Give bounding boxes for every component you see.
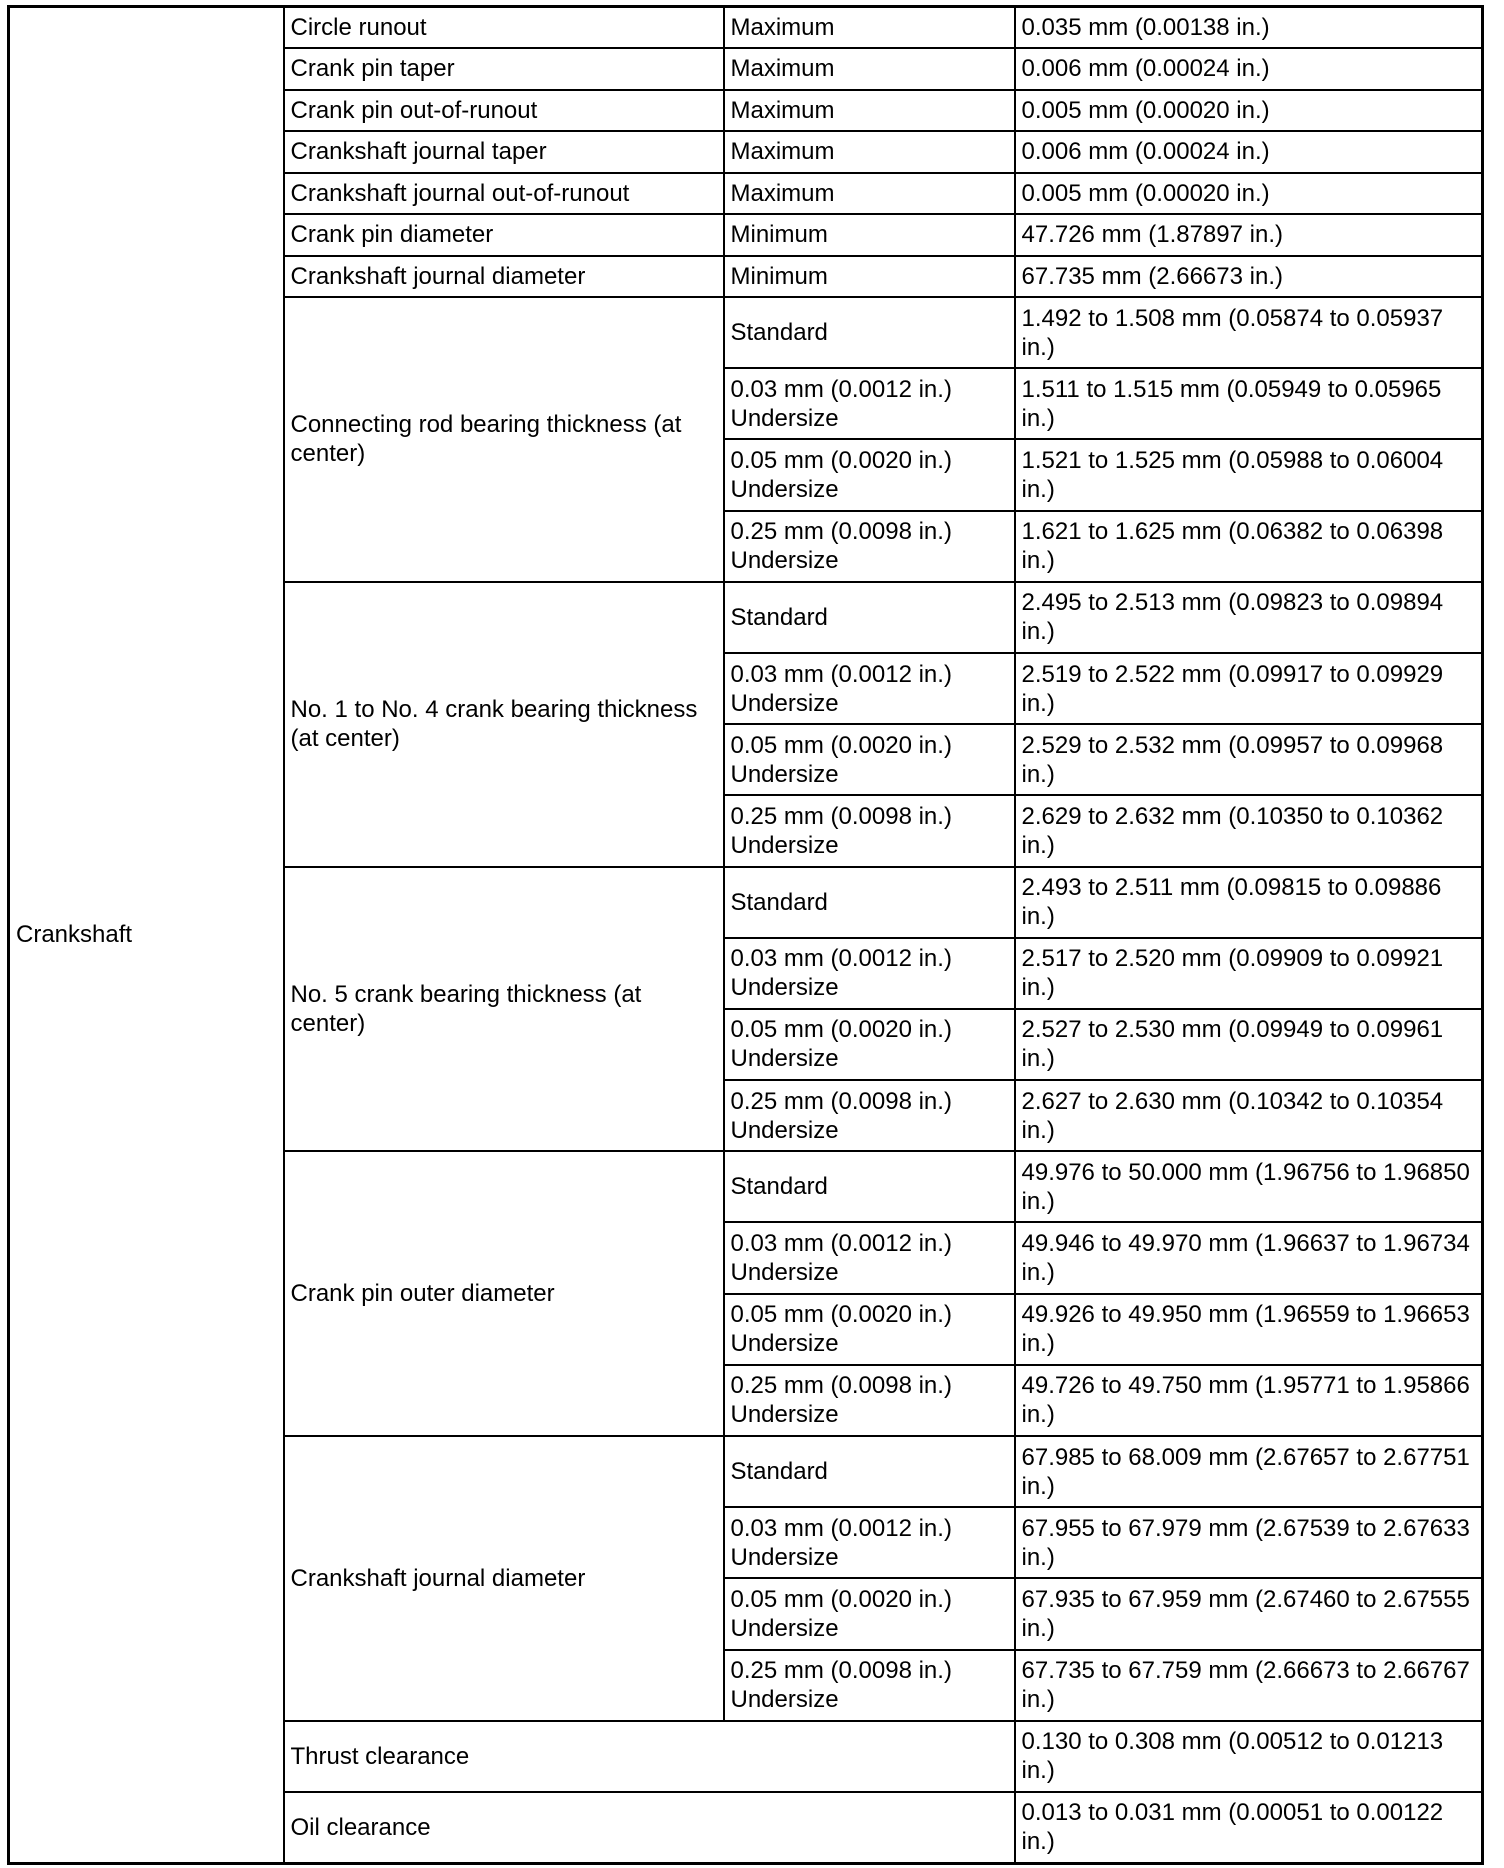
condition-label: 0.25 mm (0.0098 in.) Undersize [724, 795, 1015, 866]
condition-label: Maximum [724, 7, 1015, 49]
spec-value: 49.726 to 49.750 mm (1.95771 to 1.95866 in.) [1015, 1365, 1483, 1436]
group-item-label: Crank pin outer diameter [284, 1151, 724, 1436]
condition-label: Maximum [724, 131, 1015, 173]
condition-label: 0.03 mm (0.0012 in.) Undersize [724, 368, 1015, 439]
item-label: Crank pin diameter [284, 214, 724, 256]
item-label: Oil clearance [284, 1792, 1015, 1863]
group-item-label: No. 1 to No. 4 crank bearing thickness (at center) [284, 582, 724, 867]
condition-label: 0.25 mm (0.0098 in.) Undersize [724, 511, 1015, 582]
condition-label: 0.03 mm (0.0012 in.) Undersize [724, 1222, 1015, 1293]
condition-label: Standard [724, 297, 1015, 368]
spec-value: 0.130 to 0.308 mm (0.00512 to 0.01213 in.) [1015, 1721, 1483, 1792]
spec-value: 2.629 to 2.632 mm (0.10350 to 0.10362 in.) [1015, 795, 1483, 866]
condition-label: Maximum [724, 48, 1015, 90]
spec-value: 2.527 to 2.530 mm (0.09949 to 0.09961 in.) [1015, 1009, 1483, 1080]
condition-label: 0.25 mm (0.0098 in.) Undersize [724, 1365, 1015, 1436]
item-label: Thrust clearance [284, 1721, 1015, 1792]
crankshaft-spec-table [7, 5, 1484, 1865]
spec-value: 1.511 to 1.515 mm (0.05949 to 0.05965 in.) [1015, 368, 1483, 439]
spec-value: 2.519 to 2.522 mm (0.09917 to 0.09929 in.) [1015, 653, 1483, 724]
condition-label: Standard [724, 1436, 1015, 1507]
section-label: Crankshaft [9, 7, 284, 1864]
item-label: Crankshaft journal diameter [284, 256, 724, 298]
spec-value: 0.006 mm (0.00024 in.) [1015, 131, 1483, 173]
condition-label: 0.03 mm (0.0012 in.) Undersize [724, 1507, 1015, 1578]
spec-value: 67.935 to 67.959 mm (2.67460 to 2.67555 in.) [1015, 1578, 1483, 1649]
item-label: Crank pin taper [284, 48, 724, 90]
spec-value: 67.735 mm (2.66673 in.) [1015, 256, 1483, 298]
group-item-label: Crankshaft journal diameter [284, 1436, 724, 1721]
spec-value: 2.493 to 2.511 mm (0.09815 to 0.09886 in.) [1015, 867, 1483, 938]
spec-value: 2.627 to 2.630 mm (0.10342 to 0.10354 in.) [1015, 1080, 1483, 1151]
condition-label: 0.25 mm (0.0098 in.) Undersize [724, 1650, 1015, 1721]
item-label: Crankshaft journal out-of-runout [284, 173, 724, 215]
spec-value: 0.013 to 0.031 mm (0.00051 to 0.00122 in.) [1015, 1792, 1483, 1863]
spec-value: 2.517 to 2.520 mm (0.09909 to 0.09921 in.) [1015, 938, 1483, 1009]
spec-value: 2.495 to 2.513 mm (0.09823 to 0.09894 in.) [1015, 582, 1483, 653]
spec-value: 67.955 to 67.979 mm (2.67539 to 2.67633 in.) [1015, 1507, 1483, 1578]
spec-value: 67.985 to 68.009 mm (2.67657 to 2.67751 in.) [1015, 1436, 1483, 1507]
spec-value: 0.035 mm (0.00138 in.) [1015, 7, 1483, 49]
spec-value: 1.621 to 1.625 mm (0.06382 to 0.06398 in.) [1015, 511, 1483, 582]
condition-label: 0.05 mm (0.0020 in.) Undersize [724, 1294, 1015, 1365]
condition-label: Maximum [724, 90, 1015, 132]
condition-label: 0.05 mm (0.0020 in.) Undersize [724, 439, 1015, 510]
condition-label: 0.05 mm (0.0020 in.) Undersize [724, 724, 1015, 795]
spec-value: 0.005 mm (0.00020 in.) [1015, 90, 1483, 132]
item-label: Crankshaft journal taper [284, 131, 724, 173]
spec-value: 0.006 mm (0.00024 in.) [1015, 48, 1483, 90]
condition-label: Minimum [724, 214, 1015, 256]
spec-value: 49.926 to 49.950 mm (1.96559 to 1.96653 in.) [1015, 1294, 1483, 1365]
spec-value: 49.946 to 49.970 mm (1.96637 to 1.96734 in.) [1015, 1222, 1483, 1293]
condition-label: 0.05 mm (0.0020 in.) Undersize [724, 1578, 1015, 1649]
spec-value: 67.735 to 67.759 mm (2.66673 to 2.66767 in.) [1015, 1650, 1483, 1721]
item-label: Circle runout [284, 7, 724, 49]
spec-value: 47.726 mm (1.87897 in.) [1015, 214, 1483, 256]
condition-label: Minimum [724, 256, 1015, 298]
condition-label: 0.03 mm (0.0012 in.) Undersize [724, 938, 1015, 1009]
condition-label: Maximum [724, 173, 1015, 215]
group-item-label: Connecting rod bearing thickness (at center) [284, 297, 724, 582]
condition-label: 0.03 mm (0.0012 in.) Undersize [724, 653, 1015, 724]
spec-value: 1.492 to 1.508 mm (0.05874 to 0.05937 in.) [1015, 297, 1483, 368]
condition-label: Standard [724, 867, 1015, 938]
spec-value: 0.005 mm (0.00020 in.) [1015, 173, 1483, 215]
spec-value: 49.976 to 50.000 mm (1.96756 to 1.96850 in.) [1015, 1151, 1483, 1222]
spec-value: 1.521 to 1.525 mm (0.05988 to 0.06004 in.) [1015, 439, 1483, 510]
condition-label: Standard [724, 1151, 1015, 1222]
condition-label: Standard [724, 582, 1015, 653]
spec-value: 2.529 to 2.532 mm (0.09957 to 0.09968 in.) [1015, 724, 1483, 795]
table-row [9, 7, 1483, 49]
group-item-label: No. 5 crank bearing thickness (at center) [284, 867, 724, 1152]
condition-label: 0.25 mm (0.0098 in.) Undersize [724, 1080, 1015, 1151]
condition-label: 0.05 mm (0.0020 in.) Undersize [724, 1009, 1015, 1080]
item-label: Crank pin out-of-runout [284, 90, 724, 132]
